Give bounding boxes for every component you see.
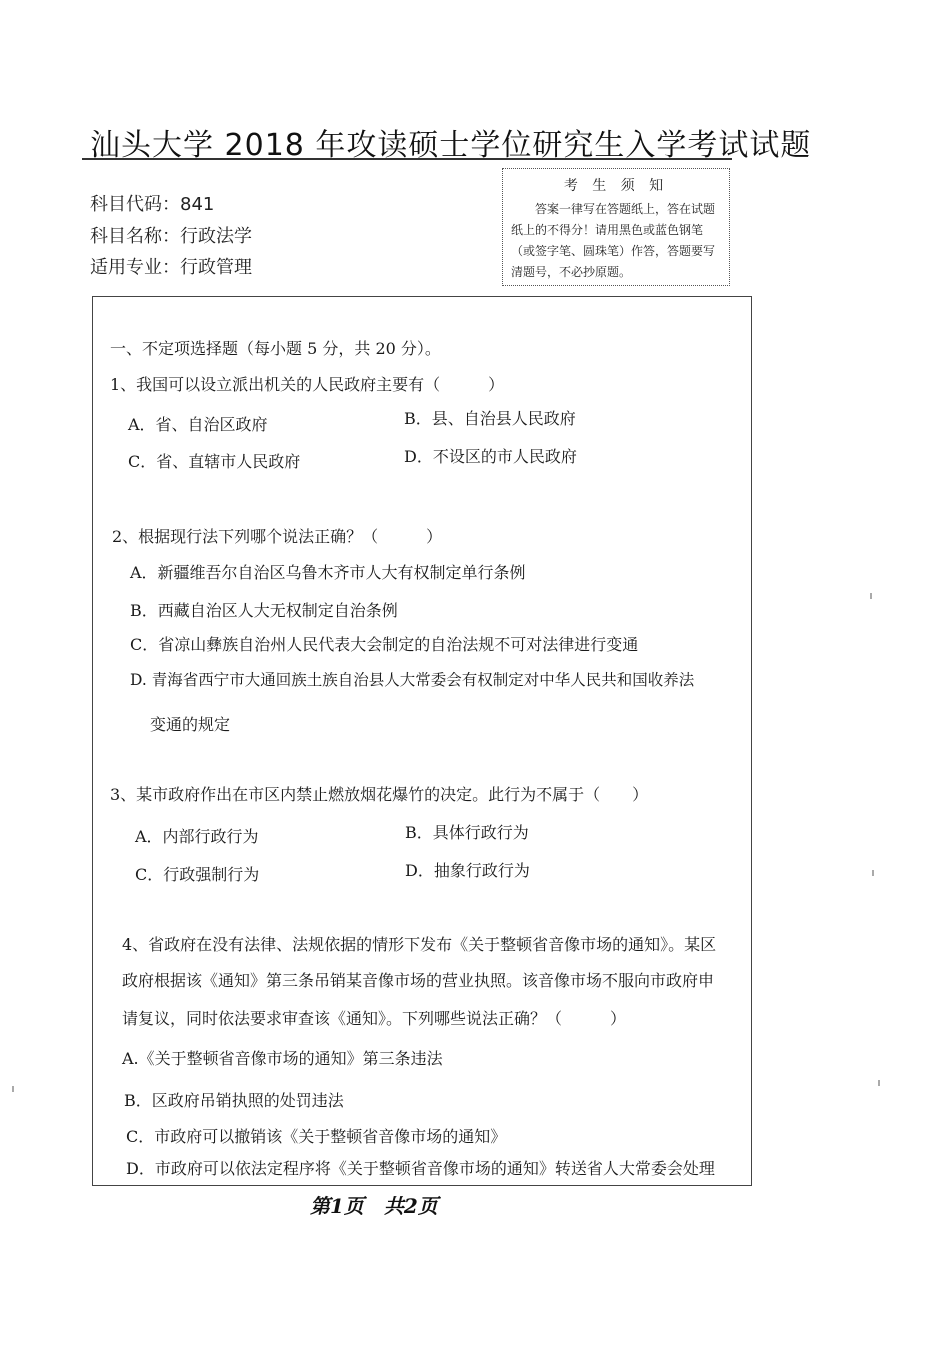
question-4-option-c: C．市政府可以撤销该《关于整顿省音像市场的通知》 — [126, 1127, 507, 1146]
question-4-option-b: B．区政府吊销执照的处罚违法 — [124, 1091, 344, 1110]
question-3-option-c: C．行政强制行为 — [135, 865, 260, 884]
question-2-option-d-continued: 变通的规定 — [150, 715, 231, 734]
question-2-option-a: A．新疆维吾尔自治区乌鲁木齐市人大有权制定单行条例 — [130, 563, 526, 582]
question-2-option-b: B．西藏自治区人大无权制定自治条例 — [130, 601, 398, 620]
question-1-option-b: B．县、自治县人民政府 — [404, 409, 576, 428]
page-number: 第1页 共2页 — [310, 1194, 438, 1218]
scan-speck — [878, 1080, 880, 1086]
question-4-stem-line-3: 请复议，同时依法要求审查该《通知》。下列哪些说法正确？（ ） — [122, 1009, 627, 1028]
question-4-option-a: A.《关于整顿省音像市场的通知》第三条违法 — [122, 1049, 443, 1068]
title-underline — [82, 158, 732, 160]
notice-title: 考 生 须 知 — [563, 178, 669, 194]
applicable-major: 适用专业：行政管理 — [90, 257, 252, 278]
exam-title: 汕头大学 2018 年攻读硕士学位研究生入学考试试题 — [90, 128, 812, 163]
question-1-option-c: C．省、直辖市人民政府 — [128, 452, 301, 471]
question-4-stem-line-2: 政府根据该《通知》第三条吊销某音像市场的营业执照。该音像市场不服向市政府申 — [122, 971, 715, 990]
candidate-notice-box — [502, 168, 730, 286]
question-4-stem-line-1: 4、省政府在没有法律、法规依据的情形下发布《关于整顿省音像市场的通知》。某区 — [122, 935, 717, 954]
question-1-stem: 1、我国可以设立派出机关的人民政府主要有（ ） — [110, 375, 505, 394]
subject-name: 科目名称：行政法学 — [90, 226, 252, 247]
question-3-option-b: B．具体行政行为 — [405, 823, 529, 842]
question-1-option-d: D．不设区的市人民政府 — [404, 447, 577, 466]
section-heading: 一、不定项选择题（每小题 5 分，共 20 分）。 — [110, 339, 441, 358]
scan-speck — [870, 593, 872, 599]
question-3-option-d: D．抽象行政行为 — [405, 861, 530, 880]
question-2-option-d: D. 青海省西宁市大通回族土族自治县人大常委会有权制定对中华人民共和国收养法 — [130, 671, 695, 689]
question-3-stem: 3、某市政府作出在市区内禁止燃放烟花爆竹的决定。此行为不属于（ ） — [110, 785, 649, 804]
scan-speck — [872, 870, 874, 876]
subject-code: 科目代码：841 — [90, 194, 215, 215]
question-1-option-a: A．省、自治区政府 — [128, 415, 268, 434]
notice-body: 答案一律写在答题纸上，答在试题纸上的不得分！请用黑色或蓝色钢笔（或签字笔、圆珠笔）作答，答题要写清题号，不必抄原题。 — [511, 202, 716, 279]
question-2-stem: 2、根据现行法下列哪个说法正确？（ ） — [112, 527, 443, 546]
question-3-option-a: A．内部行政行为 — [135, 827, 259, 846]
question-2-option-c: C．省凉山彝族自治州人民代表大会制定的自治法规不可对法律进行变通 — [130, 635, 639, 654]
question-4-option-d: D．市政府可以依法定程序将《关于整顿省音像市场的通知》转送省人大常委会处理 — [126, 1159, 715, 1178]
scan-speck — [12, 1086, 14, 1092]
